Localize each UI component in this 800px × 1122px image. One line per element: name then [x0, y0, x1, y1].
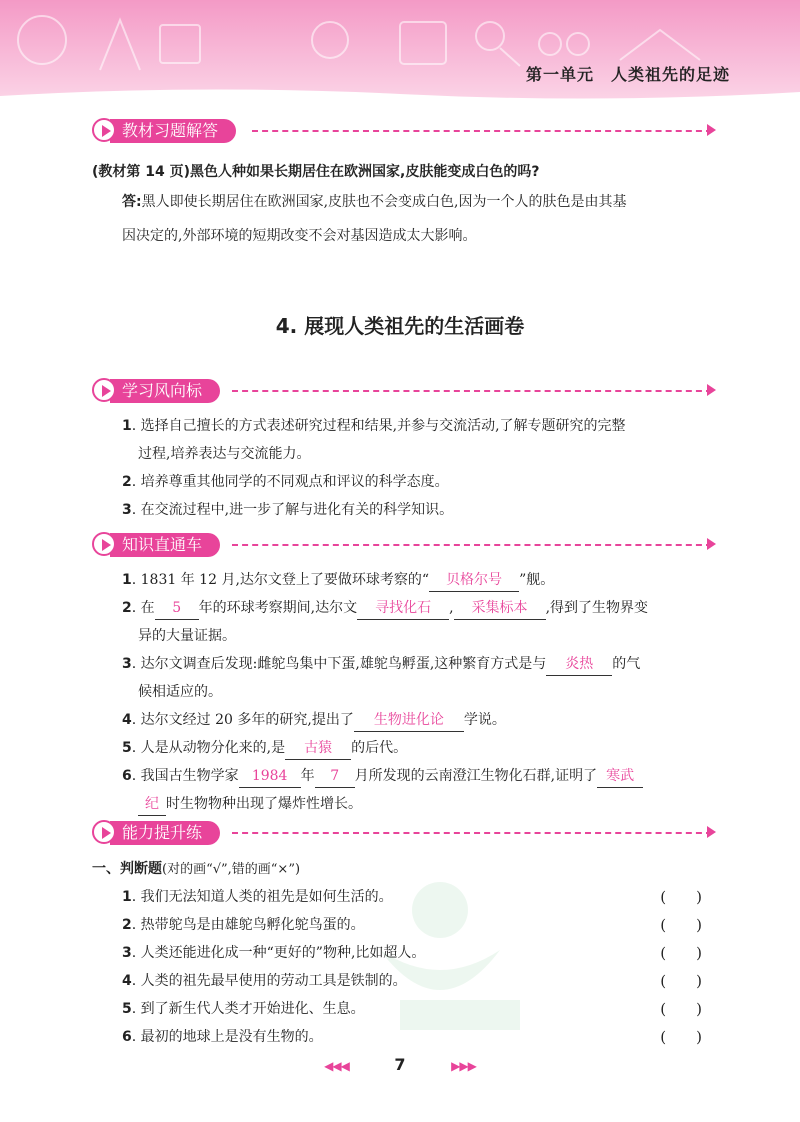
answer-parentheses[interactable]: ( )	[660, 916, 702, 934]
dashed-line	[252, 130, 712, 132]
goal-item-3: 3. 在交流过程中,进一步了解与进化有关的科学知识。	[122, 502, 454, 518]
judgement-item-2: 2. 热带鸵鸟是由雄鸵鸟孵化鸵鸟蛋的。	[122, 917, 365, 933]
fill-blank: 7	[315, 765, 355, 788]
arrow-icon	[707, 538, 716, 550]
judgement-item-1: 1. 我们无法知道人类的祖先是如何生活的。	[122, 889, 393, 905]
section-header-learning-goals	[92, 378, 712, 404]
knowledge-item-2: 2. 在 5 年的环球考察期间,达尔文 寻找化石 , 采集标本 ,得到了生物界变	[122, 594, 648, 622]
fill-blank: 寒武	[597, 765, 643, 788]
knowledge-item-6-cont: 纪 时生物物种出现了爆炸性增长。	[138, 790, 362, 818]
arrow-icon	[707, 384, 716, 396]
page-number: 7	[394, 1055, 406, 1074]
section-header-textbook-answers	[92, 118, 712, 144]
dashed-line	[232, 390, 712, 392]
answer-parentheses[interactable]: ( )	[660, 944, 702, 962]
fill-blank: 5	[155, 597, 199, 620]
answer-parentheses[interactable]: ( )	[660, 888, 702, 906]
knowledge-item-3: 3. 达尔文调查后发现:雌鸵鸟集中下蛋,雄鸵鸟孵蛋,这种繁育方式是与 炎热 的气	[122, 650, 640, 678]
fill-blank: 生物进化论	[354, 709, 464, 732]
arrow-icon	[707, 826, 716, 838]
unit-title: 第一单元 人类祖先的足迹	[525, 65, 730, 84]
textbook-answer-line-2: 因决定的,外部环境的短期改变不会对基因造成太大影响。	[122, 228, 477, 244]
page-footer	[0, 1055, 800, 1074]
arrow-icon	[707, 124, 716, 136]
textbook-answer-line-1	[122, 188, 627, 216]
answer-parentheses[interactable]: ( )	[660, 1000, 702, 1018]
knowledge-item-4: 4. 达尔文经过 20 多年的研究,提出了 生物进化论 学说。	[122, 706, 506, 734]
section-header-knowledge	[92, 532, 712, 558]
header-background	[0, 0, 800, 100]
section-label: 知识直通车	[110, 533, 220, 557]
fill-blank: 炎热	[546, 653, 612, 676]
answer-label: 答:	[122, 194, 142, 210]
section-label: 学习风向标	[110, 379, 220, 403]
section-label: 能力提升练	[110, 821, 220, 845]
goal-item-2: 2. 培养尊重其他同学的不同观点和评议的科学态度。	[122, 474, 449, 490]
lesson-title: 4. 展现人类祖先的生活画卷	[275, 314, 525, 338]
knowledge-item-5: 5. 人是从动物分化来的,是 古猿 的后代。	[122, 734, 407, 762]
page-header	[0, 0, 800, 100]
knowledge-item-1: 1. 1831 年 12 月,达尔文登上了要做环球考察的“ 贝格尔号 ”舰。	[122, 566, 554, 594]
left-arrows-icon: ◀◀◀	[324, 1059, 349, 1073]
fill-blank: 寻找化石	[357, 597, 449, 620]
judgement-item-6: 6. 最初的地球上是没有生物的。	[122, 1029, 323, 1045]
knowledge-item-6: 6. 我国古生物学家 1984 年 7 月所发现的云南澄江生物化石群,证明了 寒武	[122, 762, 643, 790]
section-label: 教材习题解答	[110, 119, 236, 143]
dashed-line	[232, 544, 712, 546]
knowledge-item-3-cont: 候相适应的。	[138, 684, 222, 700]
fill-blank: 纪	[138, 793, 166, 816]
right-arrows-icon: ▶▶▶	[451, 1059, 476, 1073]
fill-blank: 古猿	[285, 737, 351, 760]
section-header-practice	[92, 820, 712, 846]
fill-blank: 贝格尔号	[429, 569, 519, 592]
play-icon	[92, 532, 116, 556]
play-icon	[92, 820, 116, 844]
goal-item-1: 1. 选择自己擅长的方式表述研究过程和结果,并参与交流活动,了解专题研究的完整	[122, 418, 626, 434]
dashed-line	[232, 832, 712, 834]
play-icon	[92, 378, 116, 402]
fill-blank: 采集标本	[454, 597, 546, 620]
judgement-heading: 一、判断题(对的画“√”,错的画“×”)	[92, 861, 301, 877]
fill-blank: 1984	[239, 765, 301, 788]
judgement-item-3: 3. 人类还能进化成一种“更好的”物种,比如超人。	[122, 945, 426, 961]
textbook-question: (教材第 14 页)黑色人种如果长期居住在欧洲国家,皮肤能变成白色的吗?	[92, 164, 540, 180]
judgement-item-4: 4. 人类的祖先最早使用的劳动工具是铁制的。	[122, 973, 407, 989]
answer-parentheses[interactable]: ( )	[660, 1028, 702, 1046]
judgement-item-5: 5. 到了新生代人类才开始进化、生息。	[122, 1001, 365, 1017]
answer-text-1: 黑人即使长期居住在欧洲国家,皮肤也不会变成白色,因为一个人的肤色是由其基	[141, 194, 627, 210]
answer-parentheses[interactable]: ( )	[660, 972, 702, 990]
play-icon	[92, 118, 116, 142]
goal-item-1-cont: 过程,培养表达与交流能力。	[138, 446, 311, 462]
knowledge-item-2-cont: 异的大量证据。	[138, 628, 236, 644]
